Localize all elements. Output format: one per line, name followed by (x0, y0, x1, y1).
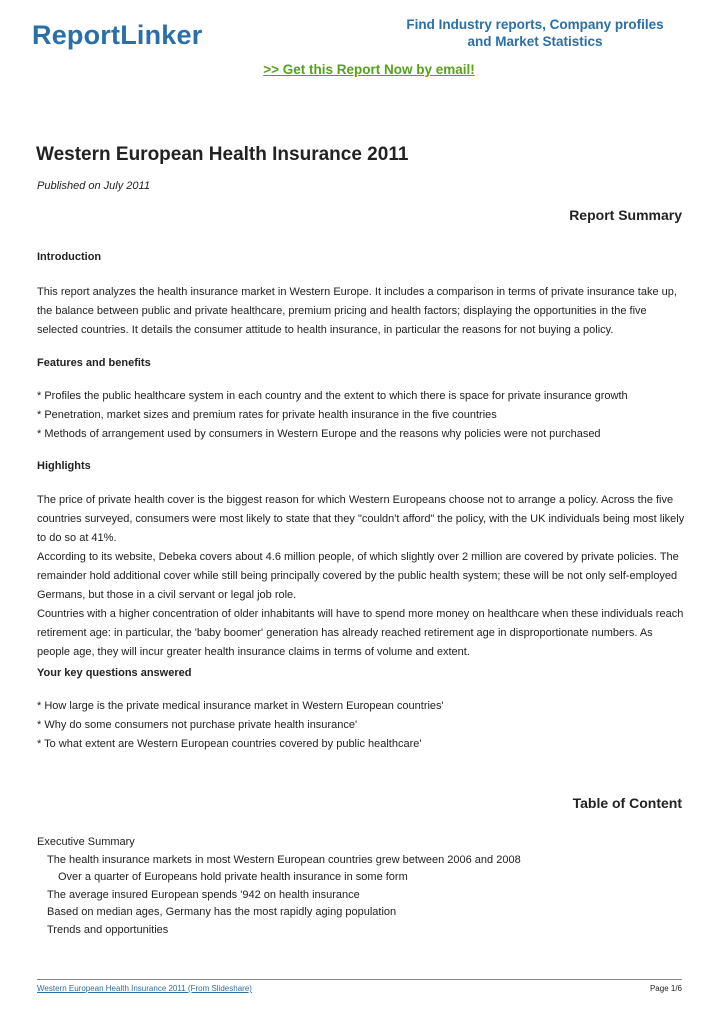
highlights-line: The price of private health cover is the biggest reason for which Western Europeans choose not to arrange a policy. Across the five (37, 494, 674, 506)
introduction-line: the balance between public and private healthcare, premium pricing and health factors; displaying the opportunities in the five (37, 305, 647, 317)
features-body (37, 387, 693, 444)
toc-item: The average insured European spends '942 on health insurance (47, 888, 360, 901)
header-tagline (380, 16, 690, 50)
introduction-heading: Introduction (37, 251, 102, 263)
published-date: Published on July 2011 (37, 180, 150, 192)
footer-source-link[interactable]: Western European Health Insurance 2011 (From Slideshare) (37, 984, 252, 993)
toc-item: Based on median ages, Germany has the most rapidly aging population (47, 906, 397, 918)
feature-item: * Profiles the public healthcare system in each country and the extent to which there is space for private insurance growth (37, 390, 628, 402)
question-item: * To what extent are Western European countries covered by public healthcare' (37, 738, 422, 750)
features-section (37, 354, 693, 373)
highlights-line: retirement age: in particular, the 'baby boomer' generation has already reached retirement age in disproportionate numbers. As (37, 627, 653, 639)
report-title: Western European Health Insurance 2011 (36, 144, 409, 165)
get-report-link[interactable]: >> Get this Report Now by email! (263, 62, 475, 77)
introduction-line: This report analyzes the health insurance market in Western Europe. It includes a comparison in terms of private insurance take up, (37, 286, 677, 298)
introduction-body (37, 283, 693, 340)
highlights-line: Countries with a higher concentration of older inhabitants will have to spend more money on healthcare when these individuals reach (37, 608, 684, 620)
feature-item: * Penetration, market sizes and premium rates for private health insurance in the five countries (37, 409, 497, 421)
page-number: Page 1/6 (649, 984, 682, 993)
toc-item: The health insurance markets in most Western European countries grew between 2006 and 2008 (47, 853, 521, 866)
highlights-line: countries surveyed, consumers were most likely to state that they "couldn't afford" the policy, with the UK individuals being most likely (37, 513, 685, 525)
introduction-section (37, 248, 693, 267)
table-of-content (37, 834, 521, 939)
toc-item: Over a quarter of Europeans hold private health insurance in some form (58, 871, 408, 883)
highlights-body (37, 491, 693, 662)
highlights-line: people age, they will incur greater health insurance claims in terms of volume and extent. (37, 646, 470, 658)
reportlinker-logo[interactable]: ReportLinker (32, 20, 203, 50)
introduction-line: selected countries. It details the consumer attitude to health insurance, in particular the reasons for not buying a policy. (37, 324, 614, 336)
highlights-line: to do so at 41%. (37, 532, 117, 544)
tagline-line-2: and Market Statistics (467, 34, 603, 49)
page-footer (37, 979, 682, 996)
questions-body (37, 697, 693, 754)
toc-item: Trends and opportunities (47, 923, 169, 936)
questions-section (37, 664, 693, 683)
question-item: * How large is the private medical insurance market in Western European countries' (37, 700, 444, 712)
highlights-section (37, 457, 693, 476)
toc-heading: Table of Content (572, 795, 682, 811)
highlights-line: remainder hold additional cover while still being principally covered by the public health system; these will be not only self-employed (37, 570, 678, 582)
questions-heading: Your key questions answered (37, 667, 192, 679)
highlights-heading: Highlights (37, 460, 91, 472)
highlights-line: According to its website, Debeka covers about 4.6 million people, of which slightly over 2 million are covered by private policies. The (37, 551, 679, 563)
feature-item: * Methods of arrangement used by consumers in Western Europe and the reasons why policies were not purchased (37, 428, 601, 440)
tagline-line-1: Find Industry reports, Company profiles (406, 17, 664, 32)
report-summary-heading: Report Summary (569, 207, 682, 223)
features-heading: Features and benefits (37, 357, 151, 369)
highlights-line: Germans, but those in a civil servant or legal job role. (37, 589, 297, 601)
toc-item: Executive Summary (37, 836, 135, 848)
question-item: * Why do some consumers not purchase private health insurance' (37, 719, 358, 731)
